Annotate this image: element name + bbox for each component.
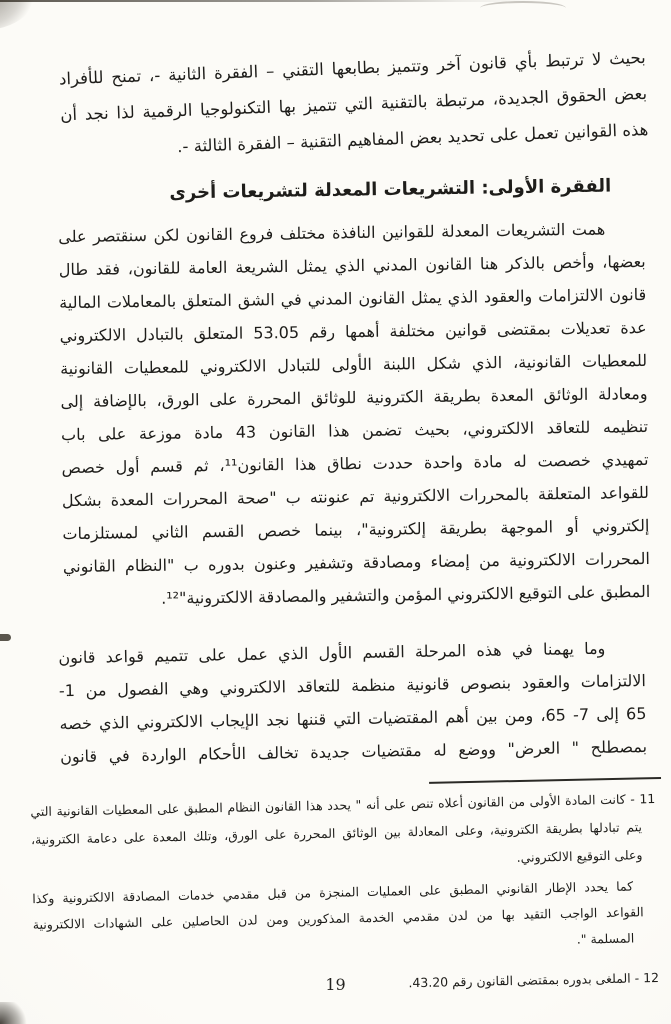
text-line: هذه القوانين تعمل على تحديد بعض المفاهيم التقنية – الفقرة الثالثة -.	[176, 119, 649, 157]
text-line: إلكتروني أو الموجهة بطريقة إلكترونية"، بينما خصص القسم الثاني لمستلزمات	[62, 515, 650, 544]
text-line: بعض الحقوق الجديدة، مرتبطة بالتقنية التي تتميز بها التكنولوجيا الرقمية لذا نجد أن	[60, 83, 648, 125]
text-line: للمعطيات القانونية، الذي شكل اللبنة الأولى للتبادل الالكتروني للمعطيات القانونية	[59, 350, 648, 379]
section-one-paragraph	[58, 631, 647, 773]
footnotes	[30, 785, 659, 1005]
text-line: المحررات الالكترونية من إمضاء ومصادقة وتشفير وعنون بدوره ب "النظام القانوني	[62, 548, 650, 577]
text-line-with-footnote-ref-11: تمهيدي خصصت له مادة واحدة حددت نطاق هذا القانون¹¹، ثم قسم أول خصص	[61, 449, 649, 478]
text-line: الالتزامات والعقود بنصوص قانونية منظمة للتعاقد الالكتروني وهي الفصول من 1-	[58, 670, 647, 701]
footnote-line: 12 - الملغى بدوره بمقتضى القانون رقم 43.20.	[408, 969, 660, 991]
text-line: بحيث لا ترتبط بأي قانون آخر وتتميز بطابعها التقني – الفقرة الثانية -، تمنح للأفراد	[58, 47, 646, 89]
scan-mark-left-edge	[0, 634, 11, 641]
text-line: وما يهمنا في هذه المرحلة القسم الأول الذي عمل على تتميم قواعد قانون	[58, 638, 606, 668]
text-line: عدة تعديلات بمقتضى قوانين مختلفة أهمها رقم 53.05 المتعلق بالتبادل الالكتروني	[59, 317, 647, 346]
footnote-line: 11 - كانت المادة الأولى من القانون أعلاه تنص على أنه " يحدد هذا القانون النظام المطبق على المعطيات القانونية التي	[30, 790, 656, 820]
text-line: قانون الالتزامات والعقود الذي يمثل القانون المدني في الشق المتعلق بالمعاملات المالية	[59, 284, 647, 313]
page-number: 19	[325, 975, 346, 994]
text-line-with-footnote-ref-12: المطبق على التوقيع الالكتروني المؤمن والتشفير والمصادقة الالكترونية"¹².	[161, 581, 651, 608]
text-line: ومعادلة الوثائق المعدة بطريقة الكترونية للوثائق المحررة على الورق، بالإضافة إلى	[60, 383, 648, 412]
scan-corner-top-left	[0, 0, 40, 30]
text-line: همت التشريعات المعدلة للقوانين النافذة مختلف فروع القانون لكن سنقتصر على	[58, 219, 606, 247]
section-heading: الفقرة الأولى: التشريعات المعدلة لتشريعات أخرى	[169, 175, 612, 204]
scan-corner-bottom-left	[0, 1002, 30, 1024]
footnote-line: المسلمة ".	[576, 930, 635, 947]
footnote-line: وعلى التوقيع الالكتروني.	[516, 847, 643, 865]
text-line: بعضها، وأخص بالذكر هنا القانون المدني الذي يمثل الشريعة العامة للقانون، فقد طال	[58, 251, 646, 280]
footnote-line: يتم تبادلها بطريقة الكترونية، وعلى المعادلة بين الوثائق المحررة على الورق، وتلك المعدة على دعامة الكترونية،	[30, 819, 643, 848]
text-line: 65 إلى 7- 65، ومن بين أهم المقتضيات التي قننها نجد الإيجاب الالكتروني الذي خصه	[59, 703, 647, 734]
text-line: للقواعد المتعلقة بالمحررات الالكترونية تم عنونته ب "صحة المحررات المعدة بشكل	[61, 482, 650, 511]
footnote-line: كما يحدد الإطار القانوني المطبق على العمليات المنجزة من قبل مقدمي خدمات المصادقة الالكترونية وكذا	[32, 878, 634, 907]
footnote-separator	[429, 777, 661, 784]
text-line: بمصطلح " العرض" ووضع له مقتضيات جديدة تخالف الأحكام الواردة في قانون	[59, 736, 648, 767]
footnote-11	[30, 785, 658, 964]
footnote-11-continued	[32, 873, 658, 964]
text-line: تنظيمه للتعاقد الالكتروني، بحيث تضمن هذا القانون 43 مادة موزعة على باب	[60, 416, 649, 445]
scan-top-edge-shadow	[0, 0, 537, 2]
intro-paragraph	[58, 40, 649, 169]
scan-curve-top-right	[480, 1, 566, 15]
amendments-paragraph	[58, 212, 650, 616]
footnote-line: القواعد الواجب التقيد بها من لدن مقدمي الخدمة المذكورين ومن لدن الحاصلين على الشهادات الالكترونية	[32, 904, 644, 933]
